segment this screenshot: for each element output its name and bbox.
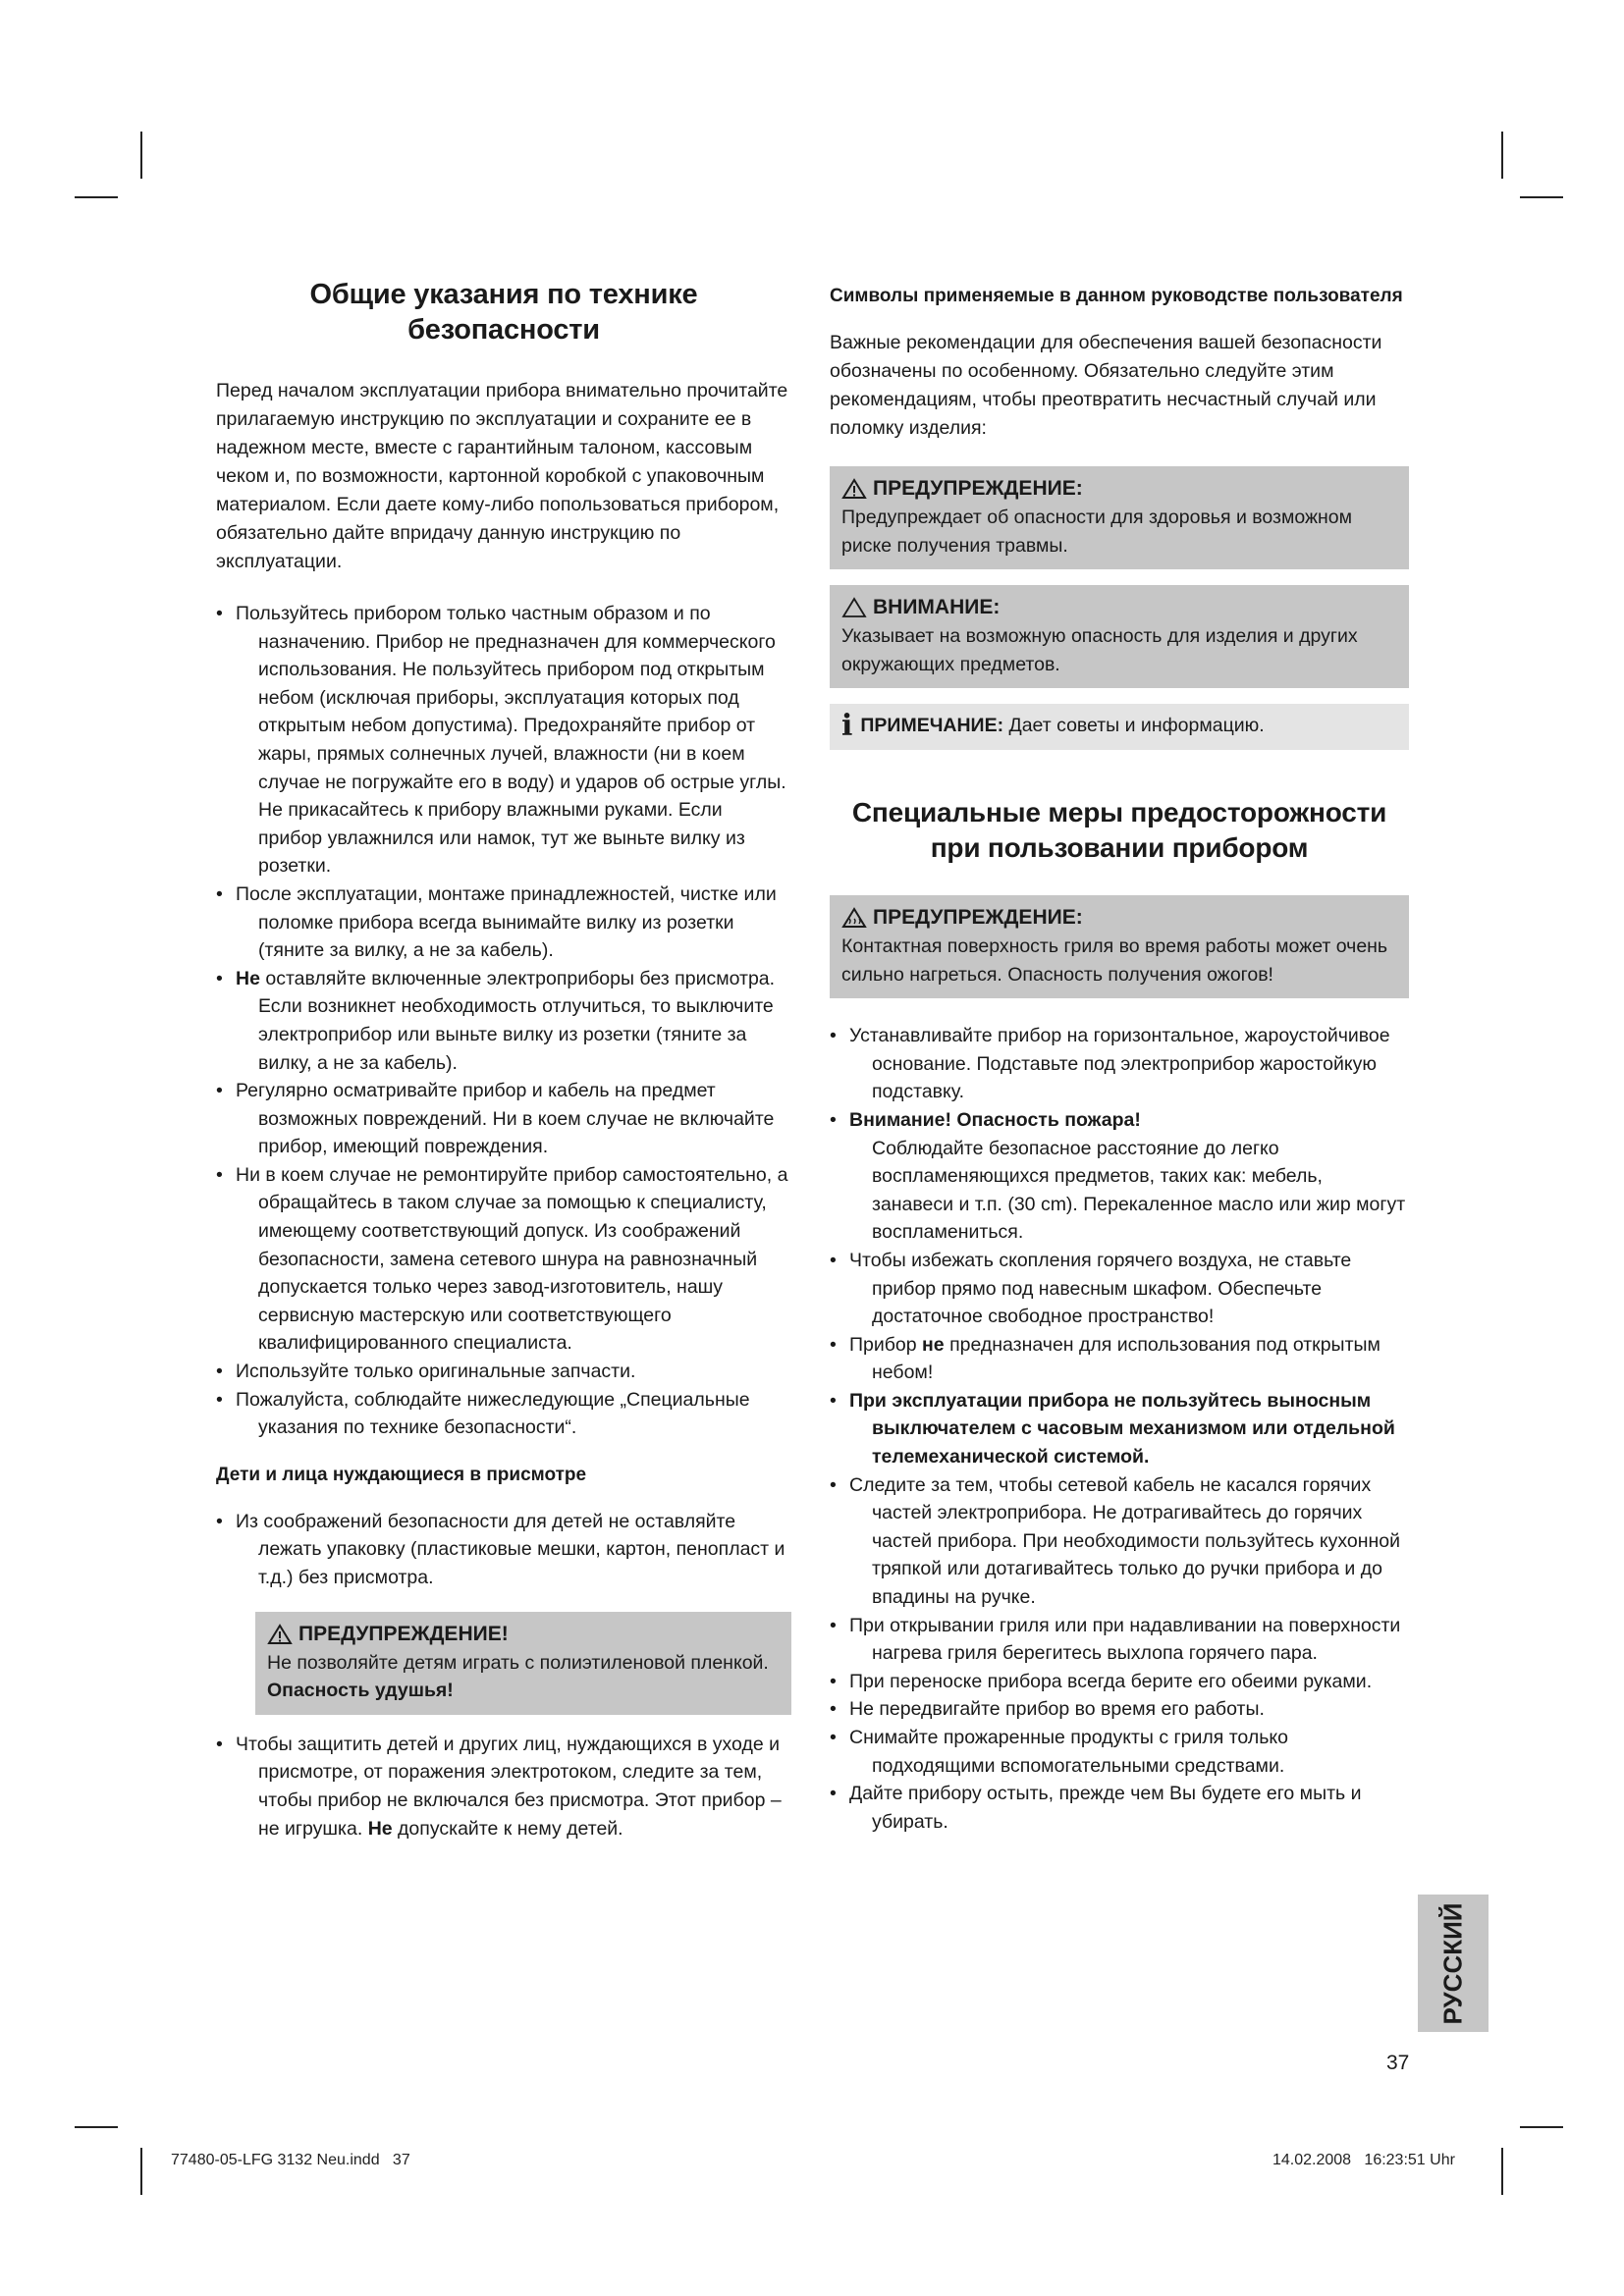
crop-mark	[75, 2126, 118, 2128]
safety-intro: Перед началом эксплуатации прибора внимательно прочитайте прилагаемую инструкцию по эксплуатации и сохраните ее в надежном месте, вместе с гарантийным талоном, кассовым чеком и, по возможности, картонной коробкой с упаковочным материалом. Если даете кому-либо попользоваться прибором, обязательно дайте впридачу данную инструкцию по эксплуатации.	[216, 380, 788, 572]
warning-body: Не позволяйте детям играть с полиэтиленовой пленкой.	[267, 1651, 769, 1674]
list-item: • Используйте только оригинальные запчасти.	[216, 1358, 791, 1386]
special-title: Специальные меры предосторожности при пользовании прибором	[851, 796, 1387, 863]
crop-mark	[1520, 2126, 1563, 2128]
warning-text	[267, 1649, 780, 1705]
item-text: предназначен для использования под открытым небом!	[872, 1333, 1380, 1384]
crop-mark	[1501, 2148, 1503, 2195]
item-text: оставляйте включенные электроприборы без присмотра. Если возникнет необходимость отлучиться, то выключите электроприбор или выньте вилку из розетки (тяните за вилку, а не за кабель).	[258, 967, 776, 1074]
right-column	[830, 277, 1409, 1855]
caution-box	[830, 585, 1409, 688]
list-item: • После эксплуатации, монтаже принадлежностей, чистке или поломке прибора всегда вынимайте вилку из розетки (тяните за вилку, а не за кабель).	[216, 881, 791, 965]
footer-file: 77480-05-LFG 3132 Neu.indd 37	[171, 2152, 410, 2168]
crop-mark	[140, 2148, 142, 2195]
item-text: Прибор	[849, 1333, 923, 1356]
warning-label: ПРЕДУПРЕЖДЕНИЕ:	[873, 477, 1083, 500]
timer-warning: При эксплуатации прибора не пользуйтесь выносным выключателем с часовым механизмом или отдельной телемеханической системой.	[849, 1389, 1395, 1468]
safety-title: Общие указания по технике безопасности	[309, 279, 698, 346]
note-box	[830, 704, 1409, 750]
hot-surface-title	[841, 903, 1397, 933]
caution-box-title	[841, 593, 1397, 622]
warning-triangle-icon	[267, 1624, 293, 1645]
list-item: • Снимайте прожаренные продукты с гриля только подходящими вспомогательными средствами.	[830, 1724, 1409, 1780]
symbols-title: Символы применяемые в данном руководстве пользователя	[830, 286, 1403, 306]
note-label: ПРИМЕЧАНИЕ:	[860, 715, 1004, 737]
children-list-2	[216, 1731, 791, 1842]
fire-warning: Внимание! Опасность пожара!	[849, 1108, 1141, 1131]
list-item: • Ни в коем случае не ремонтируйте прибор самостоятельно, а обращайтесь в таком случае за помощью к специалисту, имеющему соответствующий допуск. Из соображений безопасности, замена сетевого шнура на равнозначный допускается только через завод-изготовитель, нашу сервисную мастерскую или соответствующего квалифицированного специалиста.	[216, 1161, 791, 1358]
caution-label: ВНИМАНИЕ:	[873, 596, 1001, 619]
list-item: • При открывании гриля или при надавливании на поверхности нагрева гриля берегитесь выхлопа горячего пара.	[830, 1612, 1409, 1668]
symbols-intro: Важные рекомендации для обеспечения вашей безопасности обозначены по особенному. Обязательно следуйте этим рекомендациям, чтобы преотвратить несчастный случай или поломку изделия:	[830, 332, 1382, 439]
list-item: • Пользуйтесь прибором только частным образом и по назначению. Прибор не предназначен для коммерческого использования. Не пользуйтесь прибором под открытым небом (исключая приборы, эксплуатация которых под открытым небом допустима). Предохраняйте прибор от жары, прямых солнечных лучей, влажности (ни в коем случае не погружайте его в воду) и ударов об острые углы. Не прикасайтесь к прибору влажными руками. Если прибор увлажнился или намок, тут же выньте вилку из розетки.	[216, 600, 791, 881]
bold-word: Не	[236, 967, 260, 989]
page-number: 37	[1386, 2052, 1410, 2074]
bold-word: Не	[367, 1817, 393, 1840]
bold-word: не	[922, 1333, 945, 1356]
warning-label: ПРЕДУПРЕЖДЕНИЕ!	[298, 1622, 509, 1645]
list-item: • При переноске прибора всегда берите его обеими руками.	[830, 1668, 1409, 1696]
item-text: Чтобы защитить детей и других лиц, нуждающихся в уходе и присмотре, от поражения электротоком, следите за тем, чтобы прибор не включался без присмотра. Этот прибор – не игрушка.	[236, 1733, 782, 1840]
warning-box	[255, 1612, 791, 1715]
children-list	[216, 1508, 791, 1592]
list-item: • Регулярно осматривайте прибор и кабель на предмет возможных повреждений. Ни в коем случае не включайте прибор, имеющий повреждения.	[216, 1077, 791, 1161]
safety-list	[216, 600, 791, 1442]
special-list	[830, 1022, 1409, 1836]
language-label: РУССКИЙ	[1437, 1902, 1468, 2024]
hot-surface-icon	[841, 907, 867, 929]
list-item	[216, 1731, 791, 1842]
note-text: Дает советы и информацию.	[1003, 715, 1265, 737]
left-column	[216, 277, 791, 1862]
item-text: допускайте к нему детей.	[392, 1817, 623, 1840]
crop-mark	[75, 196, 118, 198]
list-item: • Дайте прибору остыть, прежде чем Вы будете его мыть и убирать.	[830, 1780, 1409, 1836]
list-item: • Из соображений безопасности для детей не оставляйте лежать упаковку (пластиковые мешки, картон, пенопласт и т.д.) без присмотра.	[216, 1508, 791, 1592]
note-line	[841, 708, 1397, 743]
caution-triangle-icon	[841, 597, 867, 618]
list-item: • Следите за тем, чтобы сетевой кабель не касался горячих частей электроприбора. Не дотрагивайтесь до горячих частей прибора. При необходимости пользуйтесь кухонной тряпкой или дотагивайтесь только до ручки прибора и до впадины на ручке.	[830, 1471, 1409, 1612]
list-item	[830, 1331, 1409, 1387]
list-item	[830, 1387, 1409, 1471]
list-item: • Не передвигайте прибор во время его работы.	[830, 1695, 1409, 1724]
language-tab	[1418, 1895, 1489, 2032]
list-item: • Пожалуйста, соблюдайте нижеследующие „Специальные указания по технике безопасности“.	[216, 1386, 791, 1442]
item-text: Соблюдайте безопасное расстояние до легко воспламеняющихся предметов, таких как: мебель, занавеси и т.п. (30 cm). Перекаленное масло или жир могут воспламениться.	[872, 1137, 1406, 1244]
crop-mark	[140, 132, 142, 179]
warning-bold: Опасность удушья!	[267, 1680, 454, 1702]
info-icon: i	[841, 708, 853, 743]
list-item: • Чтобы избежать скопления горячего воздуха, не ставьте прибор прямо под навесным шкафом. Обеспечьте достаточное свободное пространство!	[830, 1247, 1409, 1331]
children-title: Дети и лица нуждающиеся в присмотре	[216, 1464, 587, 1485]
crop-mark	[1520, 196, 1563, 198]
caution-text: Указывает на возможную опасность для изделия и других окружающих предметов.	[841, 625, 1358, 675]
footer-date: 14.02.2008 16:23:51 Uhr	[1272, 2152, 1455, 2168]
list-item	[830, 1106, 1409, 1247]
list-item	[216, 965, 791, 1077]
hot-surface-text: Контактная поверхность гриля во время работы может очень сильно нагреться. Опасность получения ожогов!	[841, 934, 1388, 986]
hot-surface-label: ПРЕДУПРЕЖДЕНИЕ:	[873, 905, 1083, 929]
warning-box-title	[267, 1620, 780, 1649]
crop-mark	[1501, 132, 1503, 179]
warning-triangle-icon	[841, 478, 867, 500]
warning-box	[830, 466, 1409, 569]
hot-surface-box	[830, 895, 1409, 998]
warning-box-title	[841, 474, 1397, 504]
list-item: • Устанавливайте прибор на горизонтальное, жароустойчивое основание. Подставьте под электроприбор жаростойкую подставку.	[830, 1022, 1409, 1106]
warning-text: Предупреждает об опасности для здоровья и возможном риске получения травмы.	[841, 507, 1353, 557]
